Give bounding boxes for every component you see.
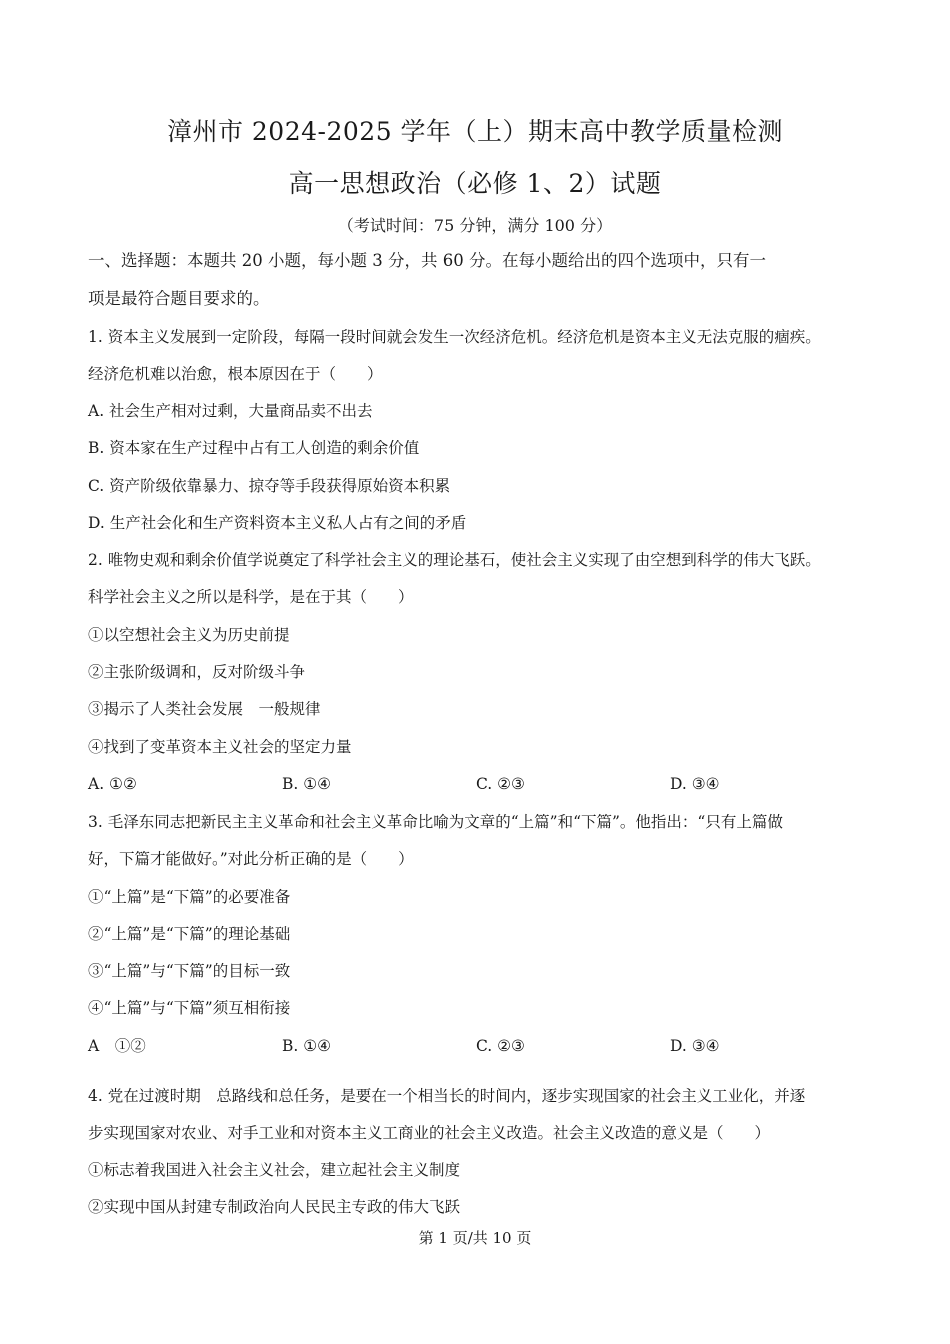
section-instructions-line1: 一、选择题：本题共 20 小题，每小题 3 分，共 60 分。在每小题给出的四个选项中，只有一 [88, 251, 766, 270]
page-number-footer: 第 1 页/共 10 页 [418, 1229, 532, 1247]
q1-stem-line1: 1. 资本主义发展到一定阶段，每隔一段时间就会发生一次经济危机。经济危机是资本主义无法克服的痼疾。 [88, 328, 821, 346]
q3-statement-2: ②“上篇”是“下篇”的理论基础 [88, 925, 291, 943]
page-subtitle: 高一思想政治（必修 1、2）试题 [288, 169, 662, 198]
q2-option-c: C. ②③ [476, 775, 525, 793]
q1-option-b: B. 资本家在生产过程中占有工人创造的剩余价值 [88, 439, 420, 457]
q1-option-a: A. 社会生产相对过剩，大量商品卖不出去 [88, 402, 373, 420]
q3-option-b: B. ①④ [282, 1037, 332, 1055]
q2-stem-line2: 科学社会主义之所以是科学，是在于其（ ） [88, 588, 414, 606]
q1-option-c: C. 资产阶级依靠暴力、掠夺等手段获得原始资本积累 [88, 477, 451, 495]
section-instructions-line2: 项是最符合题目要求的。 [88, 289, 270, 308]
q3-statement-1: ①“上篇”是“下篇”的必要准备 [88, 888, 291, 906]
q4-statement-1: ①标志着我国进入社会主义社会，建立起社会主义制度 [88, 1161, 461, 1179]
q2-stem-line1: 2. 唯物史观和剩余价值学说奠定了科学社会主义的理论基石，使社会主义实现了由空想到科学的伟大飞跃。 [88, 551, 821, 569]
q1-stem-line2: 经济危机难以治愈，根本原因在于（ ） [88, 365, 383, 383]
q4-stem-line2: 步实现国家对农业、对手工业和对资本主义工商业的社会主义改造。社会主义改造的意义是（ ） [88, 1124, 771, 1142]
q2-option-b: B. ①④ [282, 775, 332, 793]
q3-stem-line1: 3. 毛泽东同志把新民主主义革命和社会主义革命比喻为文章的“上篇”和“下篇”。他指出：“只有上篇做 [88, 813, 783, 831]
q3-option-d: D. ③④ [670, 1037, 720, 1055]
q2-statement-2: ②主张阶级调和，反对阶级斗争 [88, 663, 306, 681]
q1-option-d: D. 生产社会化和生产资料资本主义私人占有之间的矛盾 [88, 514, 467, 532]
q3-option-c: C. ②③ [476, 1037, 525, 1055]
exam-info: （考试时间：75 分钟，满分 100 分） [337, 216, 613, 235]
q3-stem-line2: 好，下篇才能做好。”对此分析正确的是（ ） [88, 850, 414, 868]
q2-statement-3: ③揭示了人类社会发展 一般规律 [88, 700, 321, 718]
q2-option-d: D. ③④ [670, 775, 720, 793]
q3-statement-3: ③“上篇”与“下篇”的目标一致 [88, 962, 291, 980]
q3-option-a: A ①② [88, 1037, 146, 1055]
q4-statement-2: ②实现中国从封建专制政治向人民民主专政的伟大飞跃 [88, 1198, 461, 1216]
page-title: 漳州市 2024-2025 学年（上）期末高中教学质量检测 [166, 117, 784, 146]
q2-option-a: A. ①② [88, 775, 137, 793]
q2-statement-1: ①以空想社会主义为历史前提 [88, 626, 290, 644]
q3-statement-4: ④“上篇”与“下篇”须互相衔接 [88, 999, 291, 1017]
q4-stem-line1: 4. 党在过渡时期 总路线和总任务，是要在一个相当长的时间内，逐步实现国家的社会主义工业化，并逐 [88, 1087, 806, 1105]
q2-statement-4: ④找到了变革资本主义社会的坚定力量 [88, 738, 352, 756]
